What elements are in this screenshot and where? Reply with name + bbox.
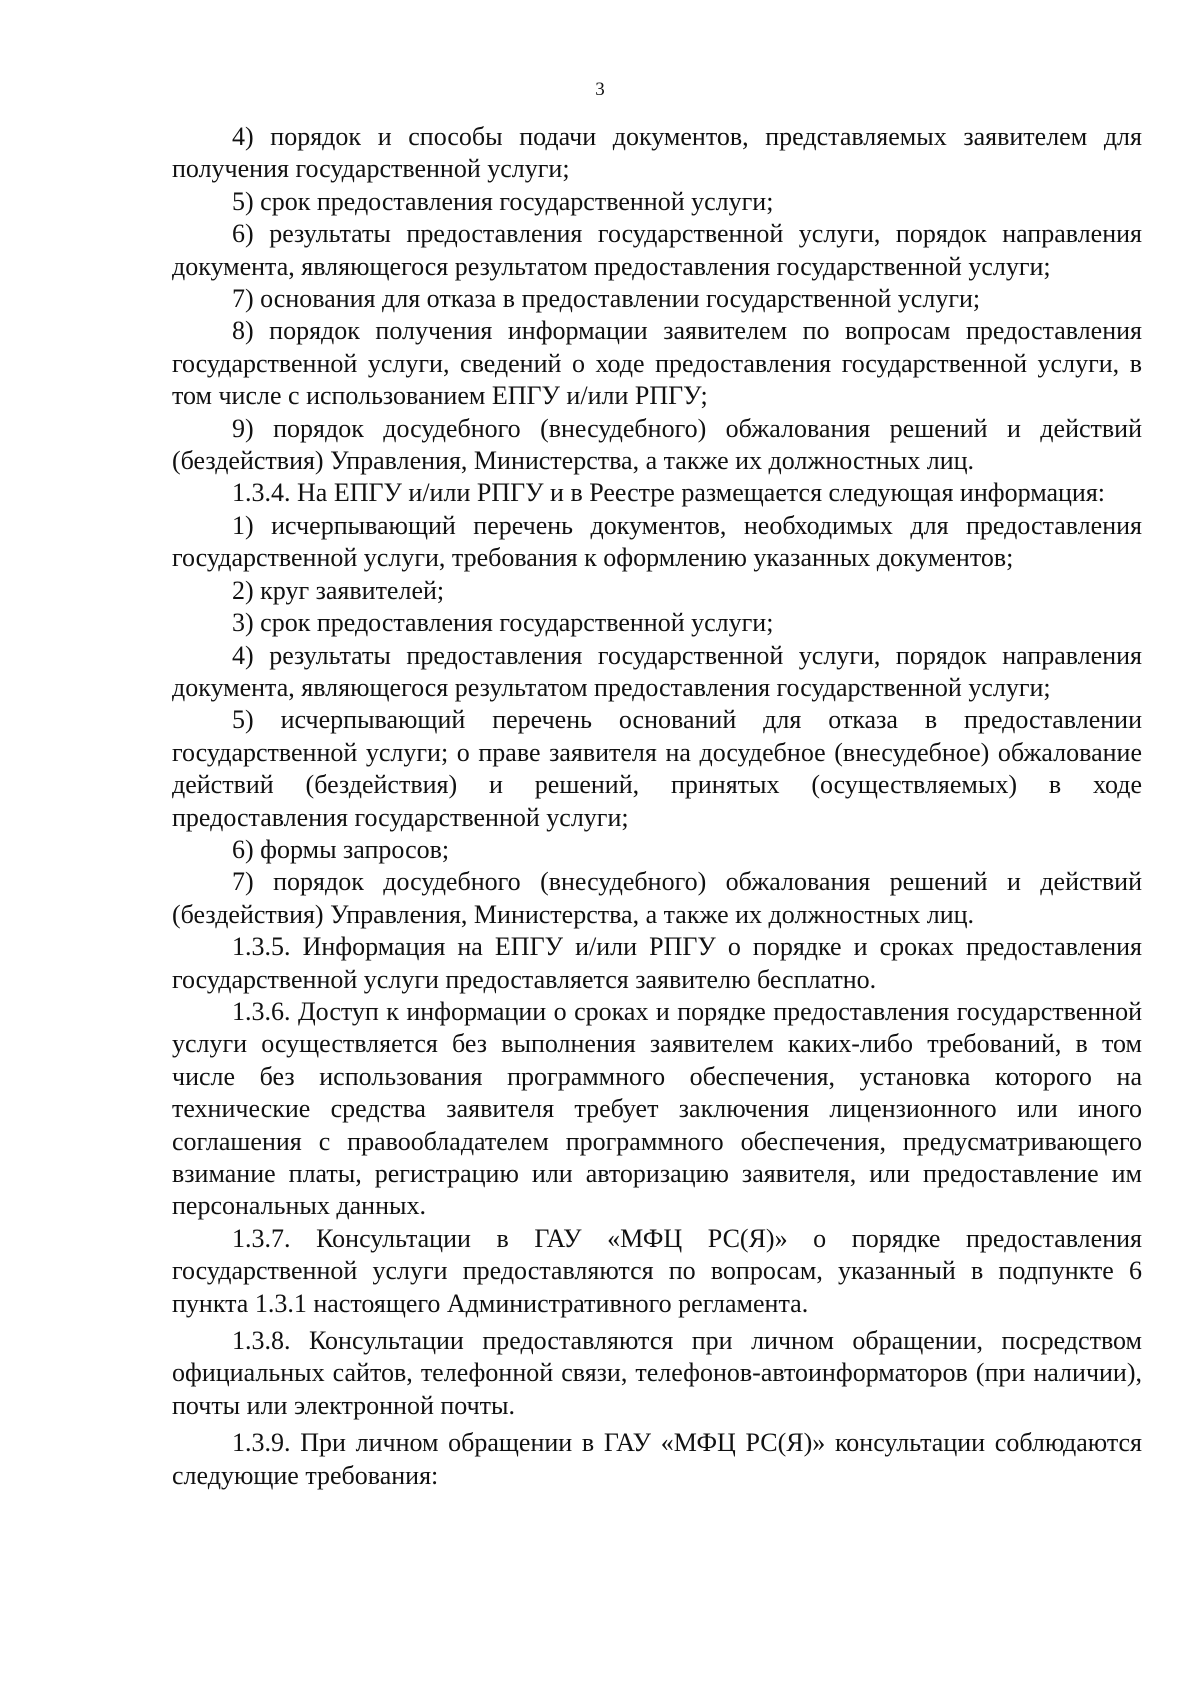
paragraph: 4) результаты предоставления государственной услуги, порядок направления документа, являющегося результатом предоставления государственной услуги; [172,640,1142,702]
paragraph: 3) срок предоставления государственной услуги; [232,608,774,638]
paragraph: 1.3.5. Информация на ЕПГУ и/или РПГУ о порядке и сроках предоставления государственной услуги предоставляется заявителю бесплатно. [172,932,1142,994]
paragraph: 1.3.6. Доступ к информации о сроках и порядке предоставления государственной услуги осуществляется без выполнения заявителем каких-либо требований, в том числе без использования программного обеспечения, установка которого на технические средства заявителя требует заключения лицензионного или иного соглашения с правообладателем программного обеспечения, предусматривающего взимание платы, регистрацию или авторизацию заявителя, или предоставление им персональных данных. [172,996,1142,1221]
document-body [172,121,1142,1492]
paragraph: 1.3.7. Консультации в ГАУ «МФЦ РС(Я)» о порядке предоставления государственной услуги предоставляются по вопросам, указанный в подпункте 6 пункта 1.3.1 настоящего Административного регламента. [172,1223,1142,1318]
paragraph: 1.3.9. При личном обращении в ГАУ «МФЦ РС(Я)» консультации соблюдаются следующие требования: [172,1428,1142,1490]
paragraph: 6) результаты предоставления государственной услуги, порядок направления документа, являющегося результатом предоставления государственной услуги; [172,219,1142,281]
paragraph: 1) исчерпывающий перечень документов, необходимых для предоставления государственной услуги, требования к оформлению указанных документов; [172,510,1142,573]
paragraph: 6) формы запросов; [232,834,450,864]
paragraph: 9) порядок досудебного (внесудебного) обжалования решений и действий (бездействия) Управления, Министерства, а также их должностных лиц. [172,413,1142,476]
paragraph: 7) основания для отказа в предоставлении государственной услуги; [232,284,981,314]
paragraph: 1.3.4. На ЕПГУ и/или РПГУ и в Реестре размещается следующая информация: [232,478,1106,508]
paragraph: 4) порядок и способы подачи документов, представляемых заявителем для получения государственной услуги; [172,122,1142,184]
paragraph: 5) срок предоставления государственной услуги; [232,186,774,216]
paragraph: 1.3.8. Консультации предоставляются при личном обращении, посредством официальных сайтов, телефонной связи, телефонов-автоинформаторов (при наличии), почты или электронной почты. [172,1326,1142,1420]
paragraph: 5) исчерпывающий перечень оснований для отказа в предоставлении государственной услуги; о праве заявителя на досудебное (внесудебное) обжалование действий (бездействия) и решений, принятых (осуществляемых) в ходе предоставления государственной услуги; [172,705,1142,832]
paragraph: 2) круг заявителей; [232,575,445,605]
paragraph: 7) порядок досудебного (внесудебного) обжалования решений и действий (бездействия) Управления, Министерства, а также их должностных лиц. [172,867,1142,929]
page-number: 3 [595,79,605,100]
paragraph: 8) порядок получения информации заявителем по вопросам предоставления государственной услуги, сведений о ходе предоставления государственной услуги, в том числе с использованием ЕПГУ и/или РПГУ; [172,316,1142,411]
